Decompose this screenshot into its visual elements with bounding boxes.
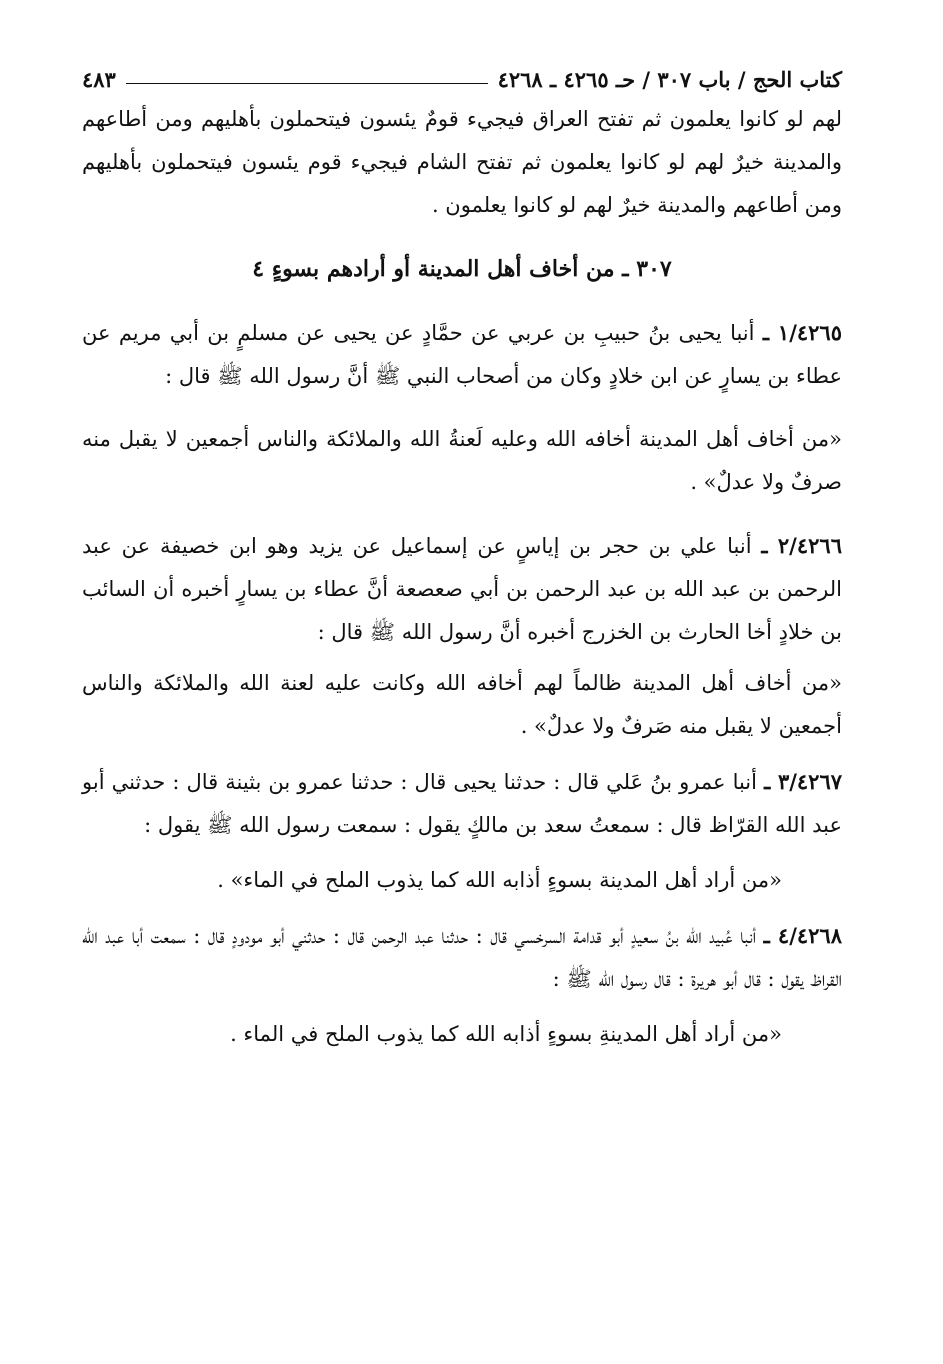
- hadith-isnad: [82, 311, 842, 398]
- hadith-isnad-text: أنبا عُبيد الله بنُ سعيدٍ أبو قدامة السرخسي قال : حدثنا عبد الرحمن قال : حدثني أبو مودودٍ قال : سمعت أبا عبد الله القراظ يقول : قال أبو هريرة : قال رسول الله ﷺ :: [82, 924, 842, 991]
- hadith-isnad: [82, 914, 842, 1001]
- hadith-number: ٣/٤٢٦٧ ـ: [764, 769, 843, 794]
- header-rule: [126, 83, 488, 84]
- hadith-isnad-text: أنبا عمرو بنُ عَلي قال : حدثنا يحيى قال : حدثنا عمرو بن بثينة قال : حدثني أبو عبد الله القرّاظ قال : سمعتُ سعد بن مالكٍ يقول : سمعت رسول الله ﷺ يقول :: [82, 770, 842, 837]
- hadith-matn: «من أخاف أهل المدينة أخافه الله وعليه لَعنةُ الله والملائكة والناس أجمعين لا يقبل منه صرفٌ ولا عدلٌ» .: [82, 427, 842, 494]
- hadith-isnad-text: أنبا يحيى بنُ حبيبِ بن عربي عن حمَّادٍ عن يحيى عن مسلمٍ بن أبي مريم عن عطاء بن يسارٍ عن ابن خلادٍ وكان من أصحاب النبي ﷺ أنَّ رسول الله ﷺ قال :: [82, 321, 842, 388]
- chapter-heading: ٣٠٧ ـ من أخاف أهل المدينة أو أرادهم بسوءٍ ٤: [252, 256, 672, 282]
- page-number: ٤٨٣: [82, 67, 116, 92]
- spacer: [82, 1001, 842, 1013]
- hadith-isnad: [82, 760, 842, 847]
- spacer: [82, 398, 842, 418]
- spacer: [82, 654, 842, 662]
- spacer: [82, 504, 842, 524]
- hadith-number: ٤/٤٢٦٨ ـ: [763, 923, 842, 948]
- intro-paragraph: لهم لو كانوا يعلمون ثم تفتح العراق فيجيء قومٌ يئسون فيتحملون بأهليهم ومن أطاعهم والمدينة خيرٌ لهم لو كانوا يعلمون ثم تفتح الشام فيجيء قوم يئسون فيتحملون بأهليهم ومن أطاعهم والمدينة خيرٌ لهم لو كانوا يعلمون .: [82, 107, 842, 217]
- hadith-isnad-text: أنبا علي بن حجر بن إياسٍ عن إسماعيل عن يزيد وهو ابن خصيفة عن عبد الرحمن بن عبد الله بن عبد الرحمن بن أبي صعصعة أنَّ عطاء بن يسارٍ أخبره أن السائب بن خلادٍ أخا الحارث بن الخزرج أخبره أنَّ رسول الله ﷺ قال :: [82, 534, 842, 644]
- hadith-isnad: [82, 524, 842, 654]
- spacer: [82, 902, 842, 914]
- page-header: [82, 56, 842, 92]
- hadith-matn: «من أخاف أهل المدينة ظالماً لهم أخافه الله وكانت عليه لعنة الله والملائكة والناس أجمعين لا يقبل منه صَرفٌ ولا عدلٌ» .: [82, 671, 842, 738]
- hadith-matn: «من أراد أهل المدينة بسوءٍ أذابه الله كما يذوب الملح في الماء» .: [217, 868, 782, 892]
- running-title: كتاب الحج / باب ٣٠٧ / حـ ٤٢٦٥ ـ ٤٢٦٨: [497, 67, 842, 92]
- spacer: [82, 847, 842, 859]
- spacer: [82, 748, 842, 760]
- hadith-matn: «من أراد أهل المدينةِ بسوءٍ أذابه الله كما يذوب الملح في الماء .: [230, 1022, 782, 1046]
- book-page: [82, 56, 842, 1056]
- hadith-number: ١/٤٢٦٥ ـ: [762, 320, 842, 345]
- hadith-number: ٢/٤٢٦٦ ـ: [761, 533, 842, 558]
